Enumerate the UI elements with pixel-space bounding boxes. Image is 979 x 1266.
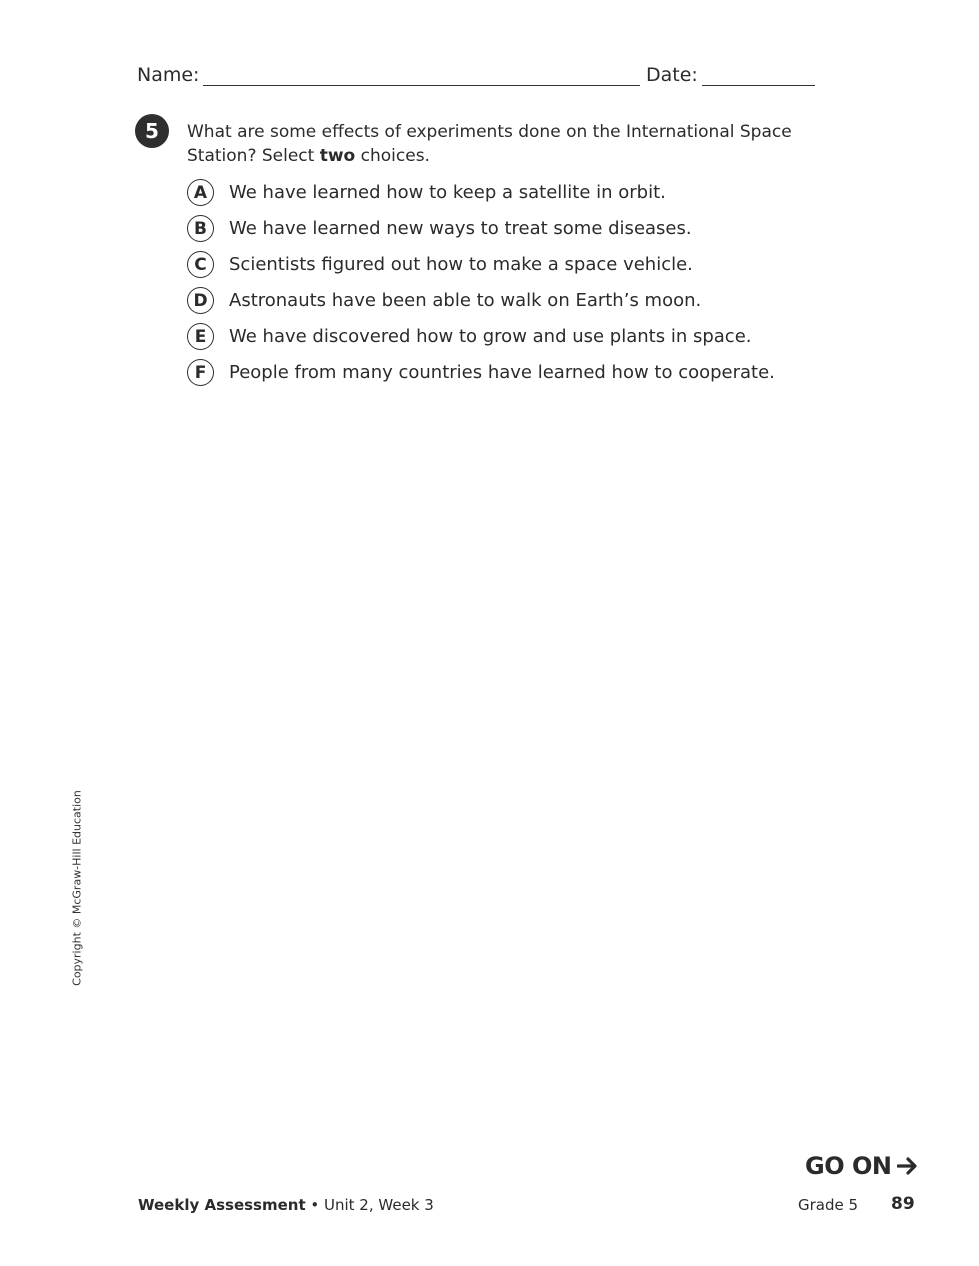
date-field-line[interactable]: [702, 85, 815, 86]
assessment-unit-week: • Unit 2, Week 3: [305, 1196, 434, 1214]
choice-letter-bubble[interactable]: A: [187, 179, 214, 206]
choice-text: We have discovered how to grow and use plants in space.: [229, 326, 752, 347]
choice-letter-bubble[interactable]: C: [187, 251, 214, 278]
choice-text: Scientists figured out how to make a space vehicle.: [229, 254, 693, 275]
copyright-notice: Copyright © McGraw-Hill Education: [70, 790, 84, 986]
choice-text: People from many countries have learned how to cooperate.: [229, 362, 775, 383]
date-label: Date:: [646, 64, 698, 86]
question-number: 5: [145, 119, 159, 143]
name-field-line[interactable]: [203, 85, 640, 86]
arrow-right-icon: [897, 1157, 919, 1175]
choice-text: Astronauts have been able to walk on Earth’s moon.: [229, 290, 702, 311]
question-text-end: choices.: [355, 146, 430, 166]
question-number-badge: [135, 114, 169, 148]
choice-text: We have learned how to keep a satellite in orbit.: [229, 182, 666, 203]
name-label: Name:: [137, 64, 200, 86]
question-text-bold: two: [319, 146, 356, 166]
go-on-indicator: [805, 1152, 919, 1180]
choice-text: We have learned new ways to treat some diseases.: [229, 218, 692, 239]
choice-letter-bubble[interactable]: B: [187, 215, 214, 242]
go-on-label: GO ON: [805, 1152, 892, 1180]
page-number: 89: [891, 1194, 915, 1214]
choice-letter-bubble[interactable]: F: [187, 359, 214, 386]
assessment-info: [138, 1196, 434, 1214]
grade-label: Grade 5: [798, 1196, 859, 1214]
choice-letter-bubble[interactable]: D: [187, 287, 214, 314]
assessment-title: Weekly Assessment: [138, 1196, 306, 1214]
question-text-start: What are some effects of experiments done on the International Space Station? Select: [187, 122, 792, 166]
choice-letter-bubble[interactable]: E: [187, 323, 214, 350]
question-prompt: [187, 120, 807, 168]
